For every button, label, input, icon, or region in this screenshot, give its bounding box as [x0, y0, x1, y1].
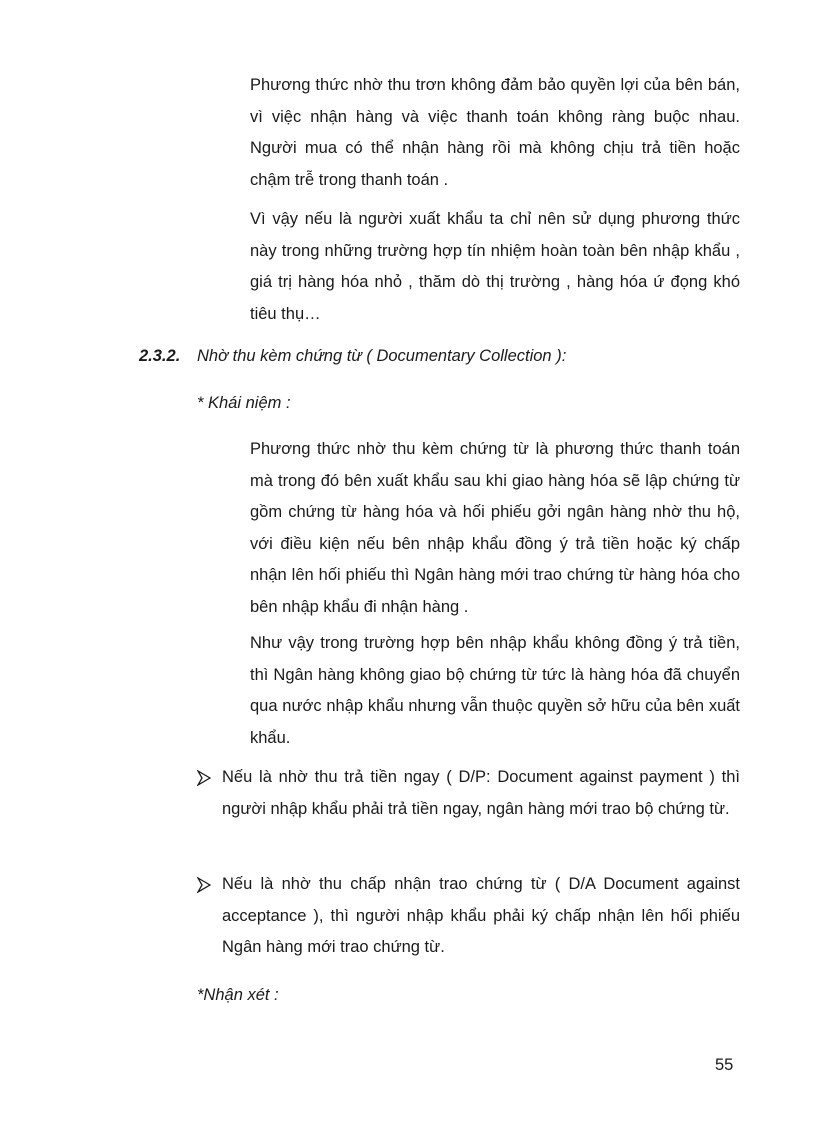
section-heading [139, 341, 566, 373]
arrowhead-bullet-icon [197, 770, 211, 786]
paragraph-concept-consequence: Như vậy trong trường hợp bên nhập khẩu không đồng ý trả tiền, thì Ngân hàng không giao bộ chứng từ tức là hàng hóa đã chuyển qua nước nhập khẩu nhưng vẫn thuộc quyền sở hữu của bên xuất khẩu. [250, 634, 740, 747]
subheading-concept: * Khái niệm : [197, 394, 291, 412]
paragraph-exporter-advice: Vì vậy nếu là người xuất khẩu ta chỉ nên sử dụng phương thức này trong những trường hợp tín nhiệm hoàn toàn bên nhập khẩu , giá trị hàng hóa nhỏ , thăm dò thị trường , hàng hóa ứ đọng khó tiêu thụ… [250, 210, 740, 323]
section-number: 2.3.2. [139, 347, 181, 365]
subheading-remark: *Nhận xét : [197, 986, 279, 1004]
paragraph-simple-collection-drawback: Phương thức nhờ thu trơn không đảm bảo quyền lợi của bên bán, vì việc nhận hàng và việc thanh toán không ràng buộc nhau. Người mua có thể nhận hàng rồi mà không chịu trả tiền hoặc chậm trễ trong thanh toán . [250, 76, 740, 189]
list-item-text: Nếu là nhờ thu trả tiền ngay ( D/P: Document against payment ) thì người nhập khẩu phải trả tiền ngay, ngân hàng mới trao bộ chứng từ. [222, 768, 740, 818]
page-number: 55 [715, 1056, 734, 1074]
arrowhead-bullet-icon [197, 877, 211, 893]
section-title: Nhờ thu kèm chứng từ ( Documentary Collection ): [197, 347, 567, 365]
paragraph-concept-definition: Phương thức nhờ thu kèm chứng từ là phương thức thanh toán mà trong đó bên xuất khẩu sau khi giao hàng hóa sẽ lập chứng từ gồm chứng từ hàng hóa và hối phiếu gởi ngân hàng nhờ thu hộ, với điều kiện nếu bên nhập khẩu đồng ý trả tiền hoặc ký chấp nhận lên hối phiếu thì Ngân hàng mới trao chứng từ hàng hóa cho bên nhập khẩu đi nhận hàng . [250, 440, 740, 616]
list-item-text: Nếu là nhờ thu chấp nhận trao chứng từ ( D/A Document against acceptance ), thì người nhập khẩu phải ký chấp nhận lên hối phiếu Ngân hàng mới trao chứng từ. [222, 875, 740, 956]
